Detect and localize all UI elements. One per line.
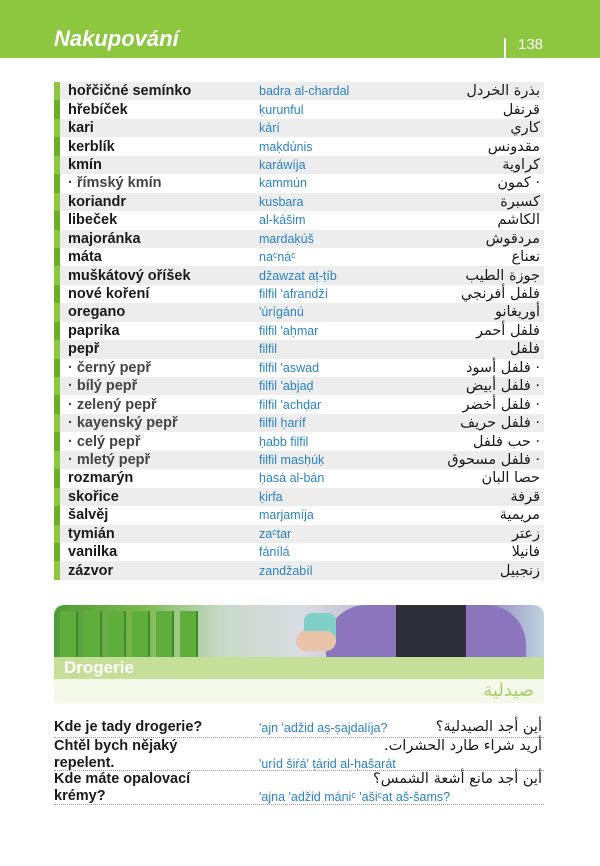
phrase-transliteration: 'ajn 'adžid aṣ-ṣajdalíja?: [259, 721, 388, 735]
vocab-row: [54, 561, 544, 579]
transliteration: ḥasá al-bán: [259, 471, 325, 486]
phrase-transliteration: 'uríd šiŕá' ṭárid al-ḥašarát: [259, 757, 396, 771]
vocab-row: [54, 359, 544, 377]
vocab-row: [54, 469, 544, 487]
row-marker: [54, 82, 60, 100]
czech-term: koriandr: [68, 193, 127, 210]
transliteration: kárí: [259, 121, 280, 136]
transliteration: kusbara: [259, 194, 304, 209]
transliteration: ḥabb filfil: [259, 434, 309, 449]
transliteration: kammún: [259, 176, 307, 191]
hand-shape: [296, 631, 336, 651]
section-title: Drogerie: [64, 658, 134, 677]
arabic-phrase: أريد شراء طارد الحشرات.: [384, 738, 542, 754]
czech-term: libeček: [68, 212, 118, 229]
czech-term: · celý pepř: [68, 433, 141, 450]
czech-term: zázvor: [68, 562, 114, 579]
row-marker: [54, 359, 60, 377]
arabic-term: · فلفل حريف: [460, 415, 540, 432]
arabic-term: مقدونس: [487, 138, 540, 155]
arabic-term: بذرة الخردل: [466, 83, 540, 100]
section-header: [54, 657, 544, 679]
arabic-term: فلفل أفرنجي: [460, 286, 540, 303]
row-marker: [54, 285, 60, 303]
arabic-term: فلفل: [509, 341, 540, 358]
transliteration: mardaḳúš: [259, 231, 314, 246]
arabic-term: قرنفل: [502, 101, 540, 118]
czech-term: · zelený pepř: [68, 396, 157, 413]
czech-term: máta: [68, 249, 102, 266]
transliteration: zandžabíl: [259, 563, 313, 578]
czech-term: nové koření: [68, 286, 150, 303]
transliteration: filfil masḥúḳ: [259, 452, 325, 467]
transliteration: 'úrígánú: [259, 305, 304, 320]
arabic-term: الكاشم: [497, 212, 540, 229]
transliteration: filfil 'achḍar: [259, 397, 322, 412]
row-marker: [54, 137, 60, 155]
vocab-row: [54, 377, 544, 395]
phrase-row: [54, 716, 544, 738]
vocab-row: [54, 488, 544, 506]
vocab-row: [54, 432, 544, 450]
transliteration: džawzat aṭ-ṭíb: [259, 268, 337, 283]
vocab-row: [54, 506, 544, 524]
czech-term: pepř: [68, 341, 100, 358]
arabic-term: · فلفل أسود: [465, 359, 540, 376]
arabic-term: أوريغانو: [494, 304, 540, 321]
czech-term: hořčičné semínko: [68, 83, 192, 100]
row-marker: [54, 395, 60, 413]
transliteration: karáwíja: [259, 157, 306, 172]
czech-term: tymián: [68, 525, 115, 542]
arabic-term: فانيلا: [511, 544, 540, 561]
vocab-row: [54, 525, 544, 543]
row-marker: [54, 119, 60, 137]
header-separator: [504, 38, 506, 58]
arabic-term: زنجبيل: [499, 562, 540, 579]
row-marker: [54, 469, 60, 487]
vocab-row: [54, 266, 544, 284]
row-marker: [54, 432, 60, 450]
transliteration: marjamíja: [259, 508, 314, 523]
czech-term: paprika: [68, 322, 120, 339]
vocab-row: [54, 340, 544, 358]
arabic-term: · فلفل أخضر: [462, 396, 540, 413]
czech-term: kari: [68, 120, 94, 137]
shelf-products: [54, 611, 204, 653]
vocab-row: [54, 285, 544, 303]
row-marker: [54, 377, 60, 395]
vocabulary-table: [54, 82, 544, 580]
czech-term: rozmarýn: [68, 470, 134, 487]
vocab-row: [54, 119, 544, 137]
vocab-row: [54, 395, 544, 413]
arabic-term: نعناع: [511, 249, 540, 266]
row-marker: [54, 322, 60, 340]
vocab-row: [54, 322, 544, 340]
arabic-phrase: أين أجد الصيدلية؟: [435, 719, 542, 735]
row-marker: [54, 451, 60, 469]
transliteration: filfil 'afrandží: [259, 287, 329, 302]
czech-term: majoránka: [68, 230, 141, 247]
arabic-term: جوزة الطيب: [465, 267, 540, 284]
row-marker: [54, 193, 60, 211]
czech-phrase: Kde máte opalovací krémy?: [54, 771, 191, 804]
row-marker: [54, 561, 60, 579]
czech-phrase: Kde je tady drogerie?: [54, 719, 203, 735]
row-marker: [54, 303, 60, 321]
arabic-term: قرفة: [510, 488, 540, 505]
vocab-row: [54, 156, 544, 174]
vocab-row: [54, 248, 544, 266]
vocab-row: [54, 137, 544, 155]
drogerie-banner-photo: [54, 605, 544, 657]
arabic-term: كسبرة: [500, 193, 540, 210]
phrase-list: [54, 716, 544, 805]
arabic-term: مريمية: [499, 507, 540, 524]
czech-term: kerblík: [68, 138, 115, 155]
arabic-term: كاري: [510, 120, 540, 137]
czech-term: hřebíček: [68, 101, 128, 118]
vocab-row: [54, 303, 544, 321]
shopper-figure: [326, 605, 526, 657]
transliteration: badra al-chardal: [259, 84, 350, 99]
transliteration: fánílá: [259, 545, 290, 560]
row-marker: [54, 100, 60, 118]
czech-term: muškátový oříšek: [68, 267, 191, 284]
row-marker: [54, 156, 60, 174]
transliteration: zaᶜtar: [259, 526, 292, 541]
czech-phrase: Chtěl bych nějaký repelent.: [54, 738, 178, 771]
row-marker: [54, 543, 60, 561]
czech-term: kmín: [68, 156, 102, 173]
page-title: Nakupování: [54, 26, 179, 51]
row-marker: [54, 266, 60, 284]
transliteration: al-kášim: [259, 213, 306, 228]
arabic-term: زعتر: [511, 525, 540, 542]
czech-term: · římský kmín: [68, 175, 162, 192]
transliteration: filfil 'aswad: [259, 360, 320, 375]
row-marker: [54, 414, 60, 432]
arabic-term: · فلفل مسحوق: [447, 451, 540, 468]
vocab-row: [54, 543, 544, 561]
transliteration: filfil: [259, 342, 278, 357]
czech-term: skořice: [68, 488, 119, 505]
arabic-phrase: أين أجد مانع أشعة الشمس؟: [373, 771, 542, 787]
row-marker: [54, 230, 60, 248]
czech-term: vanilka: [68, 544, 118, 561]
arabic-term: مردقوش: [485, 230, 540, 247]
transliteration: naᶜnáᶜ: [259, 250, 296, 265]
page-header: [0, 0, 600, 58]
transliteration: filfil 'aḥmar: [259, 323, 319, 338]
section-subheader: [54, 679, 544, 703]
row-marker: [54, 506, 60, 524]
arabic-term: · حب فلفل: [472, 433, 540, 450]
vocab-row: [54, 100, 544, 118]
arabic-term: حصا البان: [481, 470, 540, 487]
row-marker: [54, 525, 60, 543]
czech-term: šalvěj: [68, 507, 109, 524]
transliteration: ḳirfa: [259, 489, 283, 504]
arabic-term: · فلفل أبيض: [465, 378, 540, 395]
arabic-term: كراوية: [502, 156, 540, 173]
phrase-row: [54, 771, 544, 805]
row-marker: [54, 488, 60, 506]
czech-term: · mletý pepř: [68, 451, 151, 468]
row-marker: [54, 248, 60, 266]
czech-term: oregano: [68, 304, 126, 321]
transliteration: filfil ḥaríf: [259, 416, 306, 431]
vocab-row: [54, 82, 544, 100]
transliteration: ḳurunful: [259, 102, 304, 117]
arabic-term: فلفل أحمر: [475, 322, 540, 339]
page-number: 138: [518, 36, 544, 53]
czech-term: · bílý pepř: [68, 378, 138, 395]
czech-term: · kayenský pepř: [68, 415, 178, 432]
phrase-transliteration: 'ajna 'adžid mániᶜ 'ašiᶜat aš-šams?: [259, 790, 451, 804]
row-marker: [54, 211, 60, 229]
vocab-row: [54, 414, 544, 432]
vocab-row: [54, 230, 544, 248]
row-marker: [54, 340, 60, 358]
czech-term: · černý pepř: [68, 359, 151, 376]
transliteration: maḳdúnis: [259, 139, 313, 154]
arabic-term: · كمون: [497, 175, 540, 192]
transliteration: filfil 'abjaḍ: [259, 379, 314, 394]
row-marker: [54, 174, 60, 192]
phrase-row: [54, 738, 544, 771]
vocab-row: [54, 174, 544, 192]
vocab-row: [54, 193, 544, 211]
section-title-arabic: صيدلية: [483, 680, 534, 701]
vocab-row: [54, 211, 544, 229]
vocab-row: [54, 451, 544, 469]
